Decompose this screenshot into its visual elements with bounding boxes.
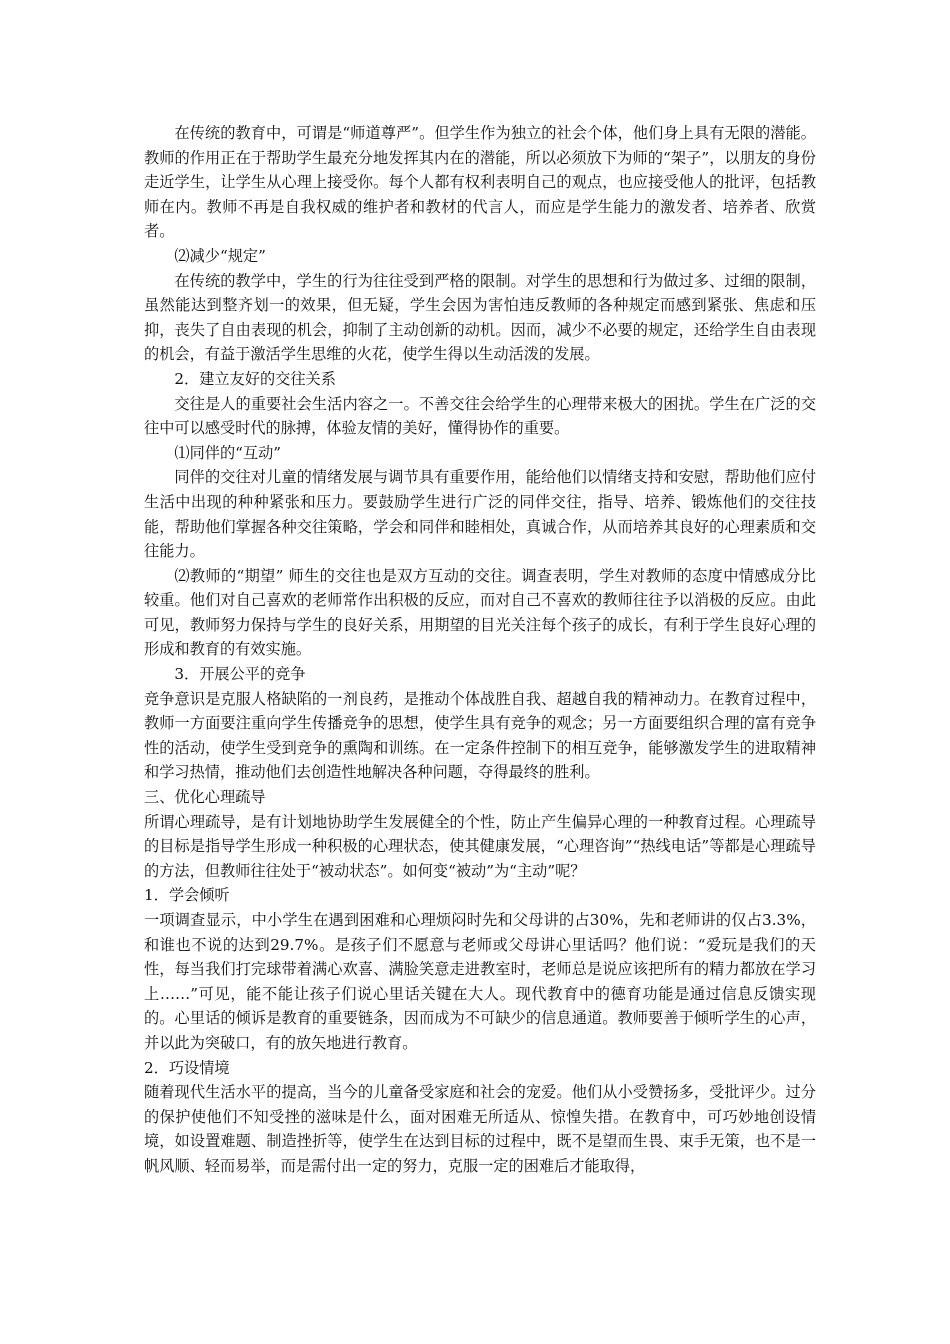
section-heading-friendly-relations: 2．建立友好的交往关系 bbox=[174, 369, 336, 388]
paragraph-listening: 一项调查显示，中小学生在遇到困难和心理烦闷时先和父母讲的占30%，先和老师讲的仅占3.3%，和谁也不说的达到29.7%。是孩子们不愿意与老师或父母讲心里话吗？他们说：“爱玩是我们的天性，每当我们打完球带着满心欢喜、满脸笑意走进教室时，老师总是说应该把所有的精力都放在学习上……”可见，能不能让孩子们说心里话关键在大人。现代教育中的德育功能是通过信息反馈实现的。心里话的倾诉是教育的重要链条，因而成为不可缺少的信息通道。教师要善于倾听学生的心声，并以此为突破口，有的放矢地进行教育。 bbox=[144, 911, 816, 1052]
paragraph-fair-competition: 竞争意识是克服人格缺陷的一剂良药，是推动个体战胜自我、超越自我的精神动力。在教育过程中，教师一方面要注重向学生传播竞争的思想，使学生具有竞争的观念；另一方面要组织合理的富有竞争性的活动，使学生受到竞争的熏陶和训练。在一定条件控制下的相互竞争，能够激发学生的进取精神和学习热情，推动他们去创造性地解决各种问题，夺得最终的胜利。 bbox=[144, 689, 816, 782]
subheading-peer-interaction: ⑴同伴的“互动” bbox=[174, 443, 282, 462]
chapter-heading-psychological-guidance: 三、优化心理疏导 bbox=[144, 788, 266, 807]
section-heading-scenarios: 2．巧设情境 bbox=[144, 1058, 230, 1077]
paragraph-reduce-rules: 在传统的教学中，学生的行为往往受到严格的限制。对学生的思想和行为做过多、过细的限制，虽然能达到整齐划一的效果，但无疑，学生会因为害怕违反教师的各种规定而感到紧张、焦虑和压抑，丧失了自由表现的机会，抑制了主动创新的动机。因而，减少不必要的规定，还给学生自由表现的机会，有益于激活学生思维的火花，使学生得以生动活泼的发展。 bbox=[144, 271, 816, 364]
paragraph-teacher-expectation: ⑵教师的“期望” 师生的交往也是双方互动的交往。调查表明，学生对教师的态度中情感成分比较重。他们对自己喜欢的老师常作出积极的反应，而对自己不喜欢的教师往往予以消极的反应。由此可见，教师努力保持与学生的良好关系，用期望的目光关注每个孩子的成长，有利于学生良好心理的形成和教育的有效实施。 bbox=[144, 566, 816, 659]
paragraph-psychological-guidance: 所谓心理疏导，是有计划地协助学生发展健全的个性，防止产生偏异心理的一种教育过程。心理疏导的目标是指导学生形成一种积极的心理状态，使其健康发展，“心理咨询”“热线电话”等都是心理疏导的方法，但教师往往处于“被动状态”。如何变“被动”为“主动”呢？ bbox=[144, 812, 816, 880]
subheading-reduce-rules: ⑵减少“规定” bbox=[174, 246, 266, 265]
document-page bbox=[144, 121, 816, 1179]
section-heading-fair-competition: 3．开展公平的竞争 bbox=[174, 665, 306, 684]
section-heading-listening: 1．学会倾听 bbox=[144, 886, 230, 905]
paragraph-peer-interaction: 同伴的交往对儿童的情绪发展与调节具有重要作用，能给他们以情绪支持和安慰，帮助他们应付生活中出现的种种紧张和压力。要鼓励学生进行广泛的同伴交往，指导、培养、锻炼他们的交往技能，帮助他们掌握各种交往策略，学会和同伴和睦相处，真诚合作，从而培养其良好的心理素质和交往能力。 bbox=[144, 468, 816, 561]
paragraph-scenarios: 随着现代生活水平的提高，当今的儿童备受家庭和社会的宠爱。他们从小受赞扬多，受批评少。过分的保护使他们不知受挫的滋味是什么，面对困难无所适从、惊惶失措。在教育中，可巧妙地创设情境，如设置难题、制造挫折等，使学生在达到目标的过程中，既不是望而生畏、束手无策，也不是一帆风顺、轻而易举，而是需付出一定的努力，克服一定的困难后才能取得， bbox=[144, 1083, 816, 1175]
paragraph-teacher-role: 在传统的教育中，可谓是“师道尊严”。但学生作为独立的社会个体，他们身上具有无限的潜能。教师的作用正在于帮助学生最充分地发挥其内在的潜能，所以必须放下为师的“架子”，以朋友的身份走近学生，让学生从心理上接受你。每个人都有权利表明自己的观点，也应接受他人的批评，包括教师在内。教师不再是自我权威的维护者和教材的代言人，而应是学生能力的激发者、培养者、欣赏者。 bbox=[144, 124, 816, 241]
paragraph-friendly-relations: 交往是人的重要社会生活内容之一。不善交往会给学生的心理带来极大的困扰。学生在广泛的交往中可以感受时代的脉搏，体验友情的美好，懂得协作的重要。 bbox=[144, 394, 816, 438]
